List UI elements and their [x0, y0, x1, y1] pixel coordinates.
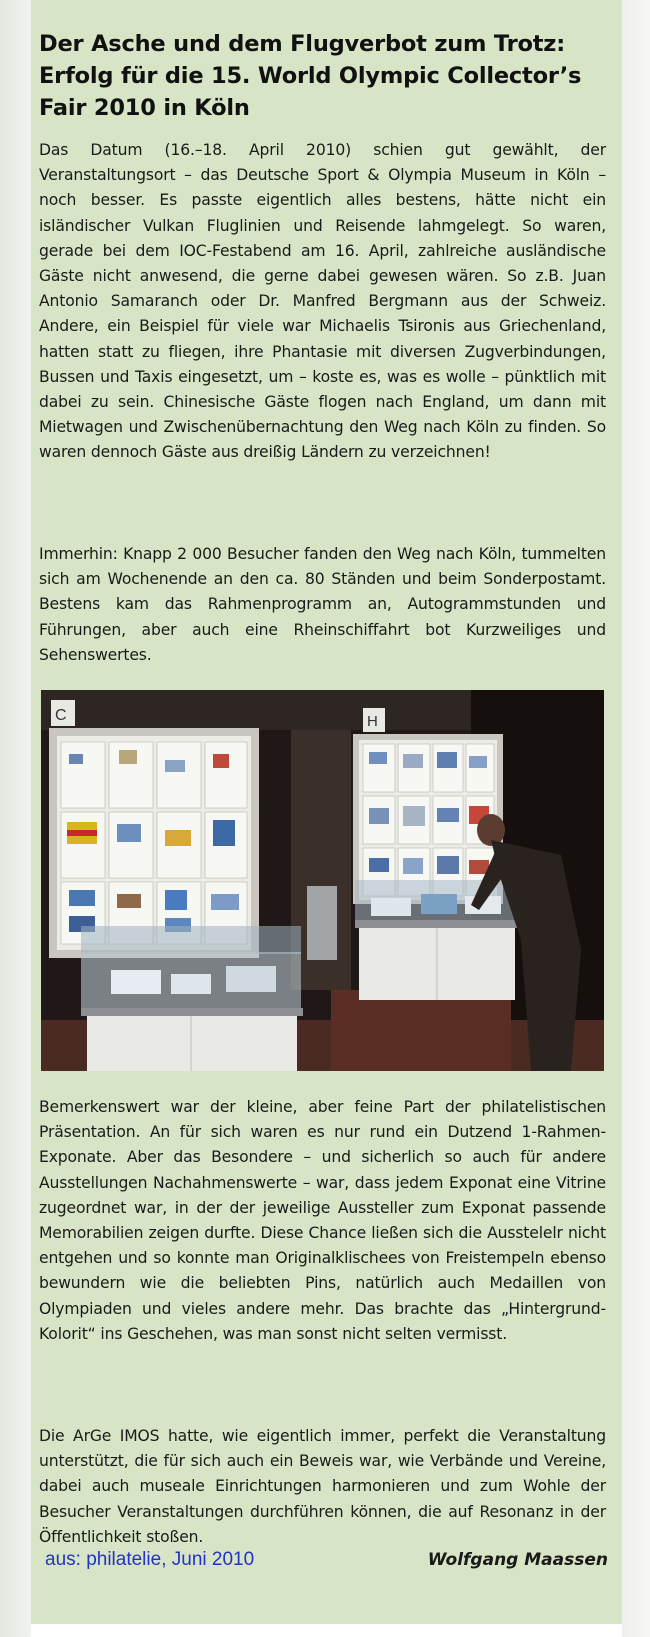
right-display-case: [355, 880, 517, 1000]
paragraph-arge-imos: Die ArGe IMOS hatte, wie eigentlich immer, perfekt die Veranstaltung unterstützt, die für sich auch ein Beweis war, wie Verbände und Vereine, dabei auch museale Einrichtungen harmonieren und zum Wohle der Besucher Veranstaltungen durchführen können, die auf Resonanz in der Öffentlichkeit stoßen.: [39, 1427, 606, 1546]
page-margin-right: [622, 0, 650, 1637]
left-display-case: [81, 926, 303, 1071]
frame-label-c: C: [55, 707, 67, 724]
exhibition-photo: [41, 690, 604, 1071]
middle-display-case: [307, 886, 337, 960]
article-title: Der Asche und dem Flugverbot zum Trotz: Erfolg für die 15. World Olympic Collector’s Fair 2010 in Köln: [39, 31, 582, 121]
left-exhibit-frame: [49, 728, 259, 958]
frame-label-h: H: [367, 713, 378, 730]
author-name: Wolfgang Maassen: [427, 1550, 608, 1570]
page-margin-left: [0, 0, 31, 1637]
paragraph-visitors: Immerhin: Knapp 2 000 Besucher fanden den Weg nach Köln, tummelten sich am Wochenende an den ca. 80 Ständen und beim Sonderpostamt. Bestens kam das Rahmenprogramm an, Autogrammstunden und Führungen, aber auch eine Rheinschiffahrt bot Kurzweiliges und Sehenswertes.: [39, 545, 606, 664]
paragraph-presentation: Bemerkenswert war der kleine, aber feine Part der philatelistischen Präsentation. An für sich waren es nur rund ein Dutzend 1-Rahmen-Exponate. Aber das Besondere – und sicherlich so auch für andere Ausstellungen Nachahmenswerte – war, dass jedem Exponat eine Vitrine zugeordnet war, in der der jeweilige Aussteller zum Exponat passende Memorabilien zeigen durfte. Diese Chance ließen sich die Ausstelelr nicht entgehen und so konnte man Originalklischees von Freistempeln ebenso bewundern wie die beliebten Pins, natürlich auch Medaillen von Olympiaden und vieles andere mehr. Das brachte das „Hintergrund-Kolorit“ ins Geschehen, was man sonst nicht selten vermisst.: [39, 1098, 606, 1343]
paragraph-intro: Das Datum (16.–18. April 2010) schien gut gewählt, der Veranstaltungsort – das Deutsche Sport & Olympia Museum in Köln – noch besser. Es passte eigentlich alles bestens, hätte nicht ein isländischer Vulkan Fluglinien und Reisende lahmgelegt. So waren, gerade bei dem IOC-Festabend am 16. April, zahlreiche ausländische Gäste nicht anwesend, die gerne dabei gewesen wären. So z.B. Juan Antonio Samaranch oder Dr. Manfred Bergmann aus der Schweiz. Andere, ein Beispiel für viele war Michaelis Tsironis aus Griechenland, hatten statt zu fliegen, ihre Phantasie mit diversen Zugverbindungen, Bussen und Taxis eingesetzt, um – koste es, was es wolle – pünktlich mit dabei zu sein. Chinesische Gäste flogen nach England, um dann mit Mietwagen und Zwischenübernachtung den Weg nach Köln zu finden. So waren dennoch Gäste aus dreißig Ländern zu verzeichnen!: [39, 141, 606, 462]
right-exhibit-frame: [353, 734, 503, 904]
source-credit: aus: philatelie, Juni 2010: [45, 1549, 255, 1570]
